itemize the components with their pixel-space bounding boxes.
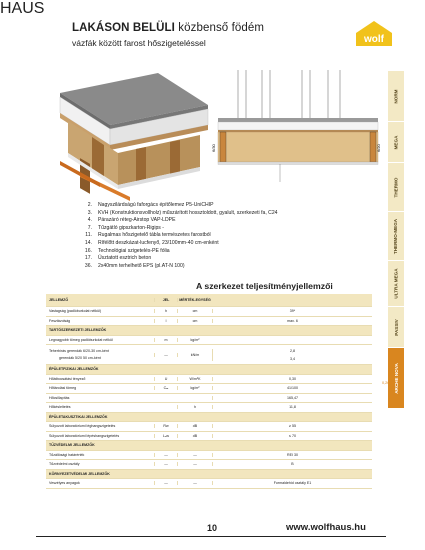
table-cell: ≥ 55 xyxy=(212,424,372,428)
table-row xyxy=(46,479,372,489)
list-item: 3. KVH (Konstruktionsvollholz) műszárított hossztoldott, gyalult, szerkezeti fa, C24 xyxy=(87,209,278,216)
table-cell: Hőtárolási tömeg xyxy=(49,386,77,391)
footer-divider xyxy=(36,536,386,537)
table-cell: 165,47 xyxy=(212,396,372,400)
tab-norm[interactable]: NORM xyxy=(388,70,404,121)
table-cell: Cₘ xyxy=(154,386,177,390)
table-row xyxy=(46,336,372,346)
table-cell: REI 30 xyxy=(212,453,372,457)
table-cell: Vastagság (padlóburkolat nélkül) xyxy=(49,309,102,314)
table-cell: 0,30 xyxy=(212,377,372,381)
side-note: 0,26 xyxy=(382,381,390,385)
table-row xyxy=(46,460,372,470)
list-item: 16. Technológiai szigetelés-PE fólia xyxy=(84,247,170,254)
table-cell: 2,8 3,4 xyxy=(212,349,372,361)
table-cell: cm xyxy=(177,319,212,323)
table-cell: Hőcsillapítás xyxy=(49,395,70,400)
table-row xyxy=(46,307,372,317)
table-cell: Legnagyobb tömeg padlóburkolat nélkül xyxy=(49,337,113,342)
table-section-row xyxy=(46,441,372,451)
table-cell: Súlyozott laboratóriumi lépéshangszigetelés xyxy=(49,433,120,438)
table-cell: Veszélyes anyagok xyxy=(49,481,80,486)
table-cell: — xyxy=(154,353,177,357)
table-row xyxy=(46,451,372,461)
list-item: 4. Párazáró réteg-Airstop VAP-LDPE xyxy=(87,217,176,224)
table-cell: — xyxy=(177,453,212,457)
list-item: 2. Nagyszilárdságú faforgács építőlemez P5-UniCHIP xyxy=(87,202,214,208)
header-cell: JEL xyxy=(154,298,177,302)
section-label: TARTÓSZERKEZETI JELLEMZŐK xyxy=(49,328,107,333)
section-label: KÖRNYEZETVÉDELMI JELLEMZŐK xyxy=(49,471,110,476)
website-link[interactable]: www.wolfhaus.hu xyxy=(286,522,366,533)
table-cell: — xyxy=(177,481,212,485)
table-cell: max. 6 xyxy=(212,319,372,323)
table-cell: — xyxy=(177,462,212,466)
table-cell: B xyxy=(212,462,372,466)
page-subtitle: vázfák között farost hőszigeteléssel xyxy=(72,38,206,48)
table-cell: kg/m² xyxy=(177,338,212,342)
table-body xyxy=(46,307,372,489)
list-item: 36. 2x40mm terhelhető EPS (pl.AT-N 100) xyxy=(84,262,185,269)
performance-table xyxy=(46,294,372,489)
table-row xyxy=(46,432,372,442)
svg-text:wolf: wolf xyxy=(364,34,384,45)
cross-section-drawing xyxy=(210,62,380,192)
table-cell: Fesztávolság xyxy=(49,318,71,323)
table-cell: h xyxy=(154,309,177,313)
table-cell: Súlyozott laboratóriumi léghangszigetelés xyxy=(49,424,116,429)
table-cell: Hőátbocsátási tényező xyxy=(49,376,86,381)
table-cell: Formaldehid osztály E1 xyxy=(212,481,372,485)
floor-structure-illustration xyxy=(40,65,215,205)
table-row xyxy=(46,403,372,413)
layer-list xyxy=(80,202,278,270)
header-cell: JELLEMZŐ xyxy=(49,298,69,302)
table-cell: — xyxy=(154,453,177,457)
table-cell: h xyxy=(177,405,212,409)
table-cell: Lₙw xyxy=(154,434,177,438)
list-item: 11. Rugalmas hőszigetelő tábla természetes farostból xyxy=(85,232,211,239)
table-row xyxy=(46,375,372,385)
logo-haus-text: HAUS xyxy=(0,0,45,17)
section-label: ÉPÜLETFIZIKAI JELLEMZŐK xyxy=(49,367,99,372)
table-cell: dB xyxy=(177,434,212,438)
section-label: TŰZVÉDELMI JELLEMZŐK xyxy=(49,443,95,448)
table-cell: Teherbírás gerendák 6/20-30 cm-ként gerendák 5/20 50 cm-ként xyxy=(49,349,109,360)
table-title: A szerkezet teljesítményjellemzői xyxy=(196,281,333,291)
table-cell: 11,8 xyxy=(212,405,372,409)
table-cell: dB xyxy=(177,424,212,428)
list-item: 7. Tűzgátló gipszkarton-Rigips - xyxy=(87,224,164,231)
table-row xyxy=(46,394,372,404)
tab-thermo-mega[interactable]: THERMO-MEGA xyxy=(388,211,404,260)
svg-text:6/20: 6/20 xyxy=(376,144,381,152)
table-section-row xyxy=(46,326,372,336)
table-row xyxy=(46,317,372,327)
tab-thermo[interactable]: THERMO xyxy=(388,162,404,211)
table-row xyxy=(46,384,372,394)
section-label: ÉPÜLETAKUSZTIKAI JELLEMZŐK xyxy=(49,414,108,419)
tab-passiv[interactable]: PASSIV xyxy=(388,306,404,347)
table-section-row xyxy=(46,413,372,423)
table-row xyxy=(46,345,372,365)
table-cell: Tűzállósági határérték xyxy=(49,452,85,457)
house-logo-icon xyxy=(354,20,394,46)
table-cell: W/m²K xyxy=(177,377,212,381)
table-cell: — xyxy=(154,462,177,466)
table-cell: 39* xyxy=(212,309,372,313)
tab-arche-nova[interactable]: ARCHE NOVA xyxy=(388,347,404,408)
table-cell: m xyxy=(154,338,177,342)
table-cell: ≤ 70 xyxy=(212,434,372,438)
table-cell: U xyxy=(154,377,177,381)
table-cell: Rw xyxy=(154,424,177,428)
page-title: LAKÁSON BELÜLI közbenső födém xyxy=(72,22,265,34)
table-header-row xyxy=(46,294,372,307)
header-cell: MÉRTÉK-EGYSÉG xyxy=(177,298,212,302)
table-cell: Tűzvédelmi osztály xyxy=(49,462,80,467)
tab-ultra-mega[interactable]: ULTRA MEGA xyxy=(388,260,404,306)
table-cell: kN/m xyxy=(177,353,212,357)
svg-text:6/30: 6/30 xyxy=(211,144,216,152)
table-section-row xyxy=(46,470,372,480)
table-section-row xyxy=(46,365,372,375)
table-row xyxy=(46,422,372,432)
table-cell: cm xyxy=(177,309,212,313)
table-cell: kg/m² xyxy=(177,386,212,390)
list-item: 17. Úsztatott esztrich beton xyxy=(84,255,152,262)
page-number: 10 xyxy=(207,523,218,533)
table-cell: Hőkésleltetés xyxy=(49,405,71,410)
tab-mega[interactable]: MEGA xyxy=(388,121,404,162)
list-item: 14. Rífélőtt deszkázat-lucfenyő, 23/100mm-40 cm-enként xyxy=(84,239,219,246)
table-cell: l xyxy=(154,319,177,323)
table-cell: 41/100 xyxy=(212,386,372,390)
table-cell: — xyxy=(154,481,177,485)
